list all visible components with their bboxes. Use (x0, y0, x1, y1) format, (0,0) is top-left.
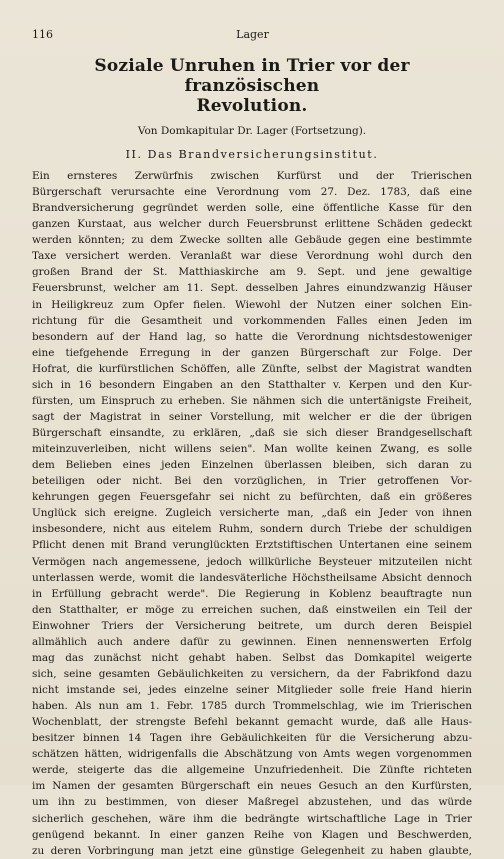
body-line: im Namen der gesamten Bürgerschaft ein neues Gesuch an den Kurfürsten, (32, 780, 472, 793)
body-line: den Statthalter, er möge zu erreichen suchen, daß einstweilen ein Teil der (32, 603, 472, 616)
body-line: Feuersbrunst, welcher am 11. Sept. desselben Jahres einundzwanzig Häuser (32, 282, 472, 295)
body-line: Hofrat, die kurfürstlichen Schöffen, alle Zünfte, selbst der Magistrat wandten (32, 362, 472, 375)
body-line: allmählich auch andere dafür zu gewinnen. Einen nennenswerten Erfolg (32, 635, 472, 648)
body-line: in Erfüllung gebracht werde". Die Regierung in Koblenz beauftragte nun (32, 587, 472, 600)
body-line: kehrungen gegen Feuersgefahr sei nicht zu befürchten, daß ein größeres (32, 491, 472, 504)
body-text (32, 168, 472, 859)
article-title-line-1: Soziale Unruhen in Trier vor der französischen (94, 56, 410, 96)
body-line: dem Belieben eines jeden Einzelnen überlassen bleiben, sich daran zu (32, 459, 472, 472)
body-line: Bürgerschaft einsandte, zu erklären, „daß sie sich dieser Brandgesellschaft (32, 427, 472, 439)
body-line: besondern auf der Hand lag, so hatte die Verordnung nichtsdestoweniger (32, 330, 472, 343)
byline: Von Domkapitular Dr. Lager (Fortsetzung). (137, 125, 367, 137)
article-title (32, 56, 472, 116)
body-line: zu deren Vorbringung man jetzt eine günstige Gelegenheit zu haben glaubte, (32, 844, 472, 857)
body-line: miteinzuverleiben, nicht willens seien". Man wollte keinen Zwang, es solle (32, 443, 472, 456)
page-number: 116 (32, 28, 53, 41)
body-line: sagt der Magistrat in seiner Vorstellung, mit welcher er die der übrigen (32, 410, 472, 423)
body-line: unterlassen werde, womit die landesväterliche Höchstheilsame Absicht dennoch (32, 571, 472, 584)
body-line: sich, seine gesamten Gebäulichkeiten zu versichern, da der Fabrikfond dazu (32, 667, 472, 680)
body-line: Einwohner Triers der Versicherung beitrete, um durch deren Beispiel (32, 619, 472, 632)
body-line: Bürgerschaft verursachte eine Verordnung vom 27. Dez. 1783, daß eine (32, 186, 472, 199)
body-line: nicht imstande sei, jedes einzelne seiner Mitglieder solle freie Hand hierin (32, 684, 472, 696)
body-line: Unglück sich ereigne. Zugleich versicherte man, „daß ein Jeder von ihnen (32, 507, 472, 520)
body-line: Vermögen nach angemessene, jedoch willkürliche Beysteuer mitzuteilen nicht (32, 555, 472, 568)
body-line: genügend bekannt. In einer ganzen Reihe von Klagen und Beschwerden, (32, 828, 472, 841)
running-head-author: Lager (236, 28, 269, 41)
body-line: insbesondere, nicht aus eitelem Ruhm, sondern durch Triebe der schuldigen (32, 523, 472, 536)
body-line: Ein ernsteres Zerwürfnis zwischen Kurfürst und der Trierischen (32, 170, 472, 182)
body-line: richtung für die Gesamtheit und vorkommenden Falles einen Jeden im (32, 314, 472, 327)
body-line: mag das zunächst nicht gehabt haben. Selbst das Domkapitel weigerte (32, 651, 472, 664)
body-line: um ihn zu bestimmen, von dieser Maßregel abzustehen, und das würde (32, 796, 472, 809)
body-line: Wochenblatt, der strengste Befehl bekannt gemacht wurde, daß alle Haus- (32, 716, 472, 729)
body-line: Taxe versichert werden. Veranlaßt war diese Verordnung wohl durch den (32, 250, 472, 263)
body-line: werden könnten; zu dem Zwecke sollten alle Gebäude gegen eine bestimmte (32, 234, 472, 247)
article-title-line-2: Revolution. (196, 96, 308, 116)
body-line: haben. Als nun am 1. Febr. 1785 durch Trommelschlag, wie im Trierischen (32, 700, 472, 713)
body-line: schätzen hätten, widrigenfalls die Abschätzung von Amts wegen vorgenommen (32, 748, 472, 761)
body-line: großen Brand der St. Matthiaskirche am 9. Sept. und jene gewaltige (32, 266, 472, 279)
body-line: sich in 16 besondern Eingaben an den Statthalter v. Kerpen und den Kur- (32, 378, 472, 391)
body-line: ganzen Kurstaat, aus welcher durch Feuersbrunst erlittene Schäden gedeckt (32, 218, 472, 231)
body-line: eine tiefgehende Erregung in der ganzen Bürgerschaft zur Folge. Der (32, 346, 472, 359)
section-heading: II. Das Brandversicherungsinstitut. (125, 148, 379, 161)
body-line: fürsten, um Einspruch zu erheben. Sie nähmen sich die untertänigste Freiheit, (32, 394, 472, 407)
body-line: Pflicht denen mit Brand verunglückten Erztstiftischen Untertanen eine seinem (32, 539, 472, 552)
body-line: werde, steigerte das die allgemeine Unzufriedenheit. Die Zünfte richteten (32, 764, 472, 777)
body-line: Brandversicherung gegründet werden solle, eine öffentliche Kasse für den (32, 202, 472, 215)
running-head (32, 28, 472, 42)
body-line: besitzer binnen 14 Tagen ihre Gebäulichkeiten für die Versicherung abzu- (32, 732, 472, 745)
body-line: beteiligen oder nicht. Bei den vorzüglichen, in Trier getroffenen Vor- (32, 475, 472, 488)
body-line: sicherlich geschehen, wäre ihm die bedrängte wirtschaftliche Lage in Trier (32, 812, 472, 825)
body-line: in Heiligkreuz zum Opfer fielen. Wiewohl der Nutzen einer solchen Ein- (32, 298, 472, 311)
